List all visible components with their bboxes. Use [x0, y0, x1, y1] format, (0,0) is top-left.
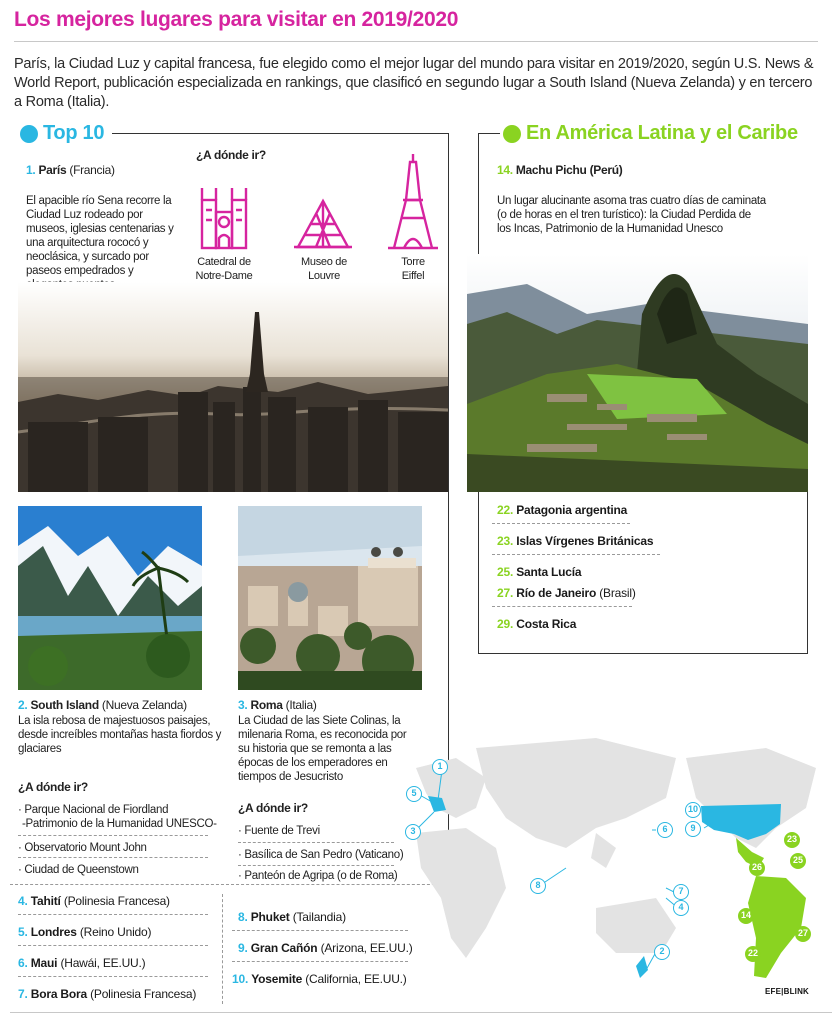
cyan-dot-icon [20, 125, 38, 143]
latam-item-name: Costa Rica [516, 617, 577, 631]
top10-item-rank: 6. [18, 956, 28, 970]
south-island-divider [18, 835, 208, 836]
list-divider [18, 914, 208, 915]
map-marker: 10 [685, 802, 701, 818]
latam-item-name: Río de Janeiro [516, 586, 597, 600]
top10-item-country: (Arizona, EE.UU.) [320, 941, 413, 955]
credit-logo: EFE|BLINK [765, 987, 810, 996]
map-marker: 2 [654, 944, 670, 960]
south-island-photo [18, 506, 202, 690]
top10-heading [20, 122, 104, 145]
map-marker: 5 [406, 786, 422, 802]
latam-divider [492, 523, 630, 524]
south-island-description: La isla rebosa de majestuosos paisajes, desde increíbles montañas hasta fiordos y glaciares [18, 715, 222, 755]
intro-paragraph: París, la Ciudad Luz y capital francesa, fue elegido como el mejor lugar del mundo para visitar en 2019/2020, según U.S. News & World Report, publicación especializada en rankings, que clasificó en segundo lugar a South Island (Nueva Zelanda) y en tercero a Roma (Italia). [14, 56, 814, 110]
latam-item-rank: 23. [497, 534, 514, 548]
map-marker: 9 [685, 821, 701, 837]
top10-item [238, 941, 413, 955]
south-island-divider [18, 857, 208, 858]
map-marker: 14 [738, 908, 754, 924]
roma-description: La Ciudad de las Siete Colinas, la milenaria Roma, es reconocida por su historia que se remonta a las épocas de los emperadores en tiempos de Jesucristo [238, 715, 407, 783]
bottom-rule [10, 1012, 832, 1013]
top10-item-name: Phuket [250, 910, 290, 924]
latam-rule [478, 133, 500, 134]
latam-bottom-rule [478, 653, 808, 654]
map-marker: 6 [657, 822, 673, 838]
top10-item [18, 956, 145, 970]
south-island-title [18, 698, 187, 712]
machu-title [497, 163, 622, 177]
list-divider [18, 945, 208, 946]
paris-rank: 1. [26, 163, 36, 177]
title-divider [14, 41, 818, 42]
map-marker: 23 [784, 832, 800, 848]
top10-item-rank: 9. [238, 941, 248, 955]
eiffel-tower-icon [384, 152, 442, 252]
machu-rank: 14. [497, 163, 513, 177]
map-marker: 27 [795, 926, 811, 942]
top10-item-name: Londres [30, 925, 77, 939]
south-island-name: South Island [30, 698, 99, 712]
top10-item [18, 987, 196, 1001]
top10-item [232, 972, 407, 986]
top10-item-country: (Polinesia Francesa) [90, 987, 197, 1001]
roma-name: Roma [250, 698, 283, 712]
latam-divider [492, 554, 660, 555]
roma-place: · Panteón de Agripa (o de Roma) [238, 870, 398, 882]
paris-photo [18, 282, 448, 492]
south-island-place: · Observatorio Mount John [18, 842, 147, 854]
list-column-divider [222, 894, 223, 1004]
latam-item [497, 534, 653, 548]
latam-item-rank: 29. [497, 617, 514, 631]
latam-item [497, 586, 636, 600]
roma-photo [238, 506, 422, 690]
top10-item-country: (California, EE.UU.) [305, 972, 407, 986]
top10-item-name: Maui [30, 956, 58, 970]
roma-country: (Italia) [285, 698, 317, 712]
latam-item-name: Islas Vírgenes Británicas [516, 534, 654, 548]
south-island-place: · Parque Nacional de Fiordland [18, 804, 169, 816]
map-marker: 1 [432, 759, 448, 775]
top10-item-rank: 7. [18, 987, 28, 1001]
south-island-place: -Patrimonio de la Humanidad UNESCO- [22, 818, 217, 830]
machu-name: Machu Pichu (Perú) [515, 163, 623, 177]
latam-item-rank: 25. [497, 565, 514, 579]
list-divider [232, 961, 408, 962]
green-dot-icon [503, 125, 521, 143]
top10-rule [112, 133, 449, 134]
top10-item-name: Tahití [30, 894, 61, 908]
latam-item [497, 565, 581, 579]
latam-divider [492, 606, 632, 607]
paris-title [26, 163, 115, 177]
latam-heading [503, 122, 798, 145]
paris-country: (Francia) [69, 163, 115, 177]
roma-rank: 3. [238, 698, 248, 712]
notre-dame-label: Catedral de Notre-Dame [195, 256, 253, 282]
top10-item-country: (Hawái, EE.UU.) [60, 956, 146, 970]
machu-picchu-photo [467, 254, 808, 492]
top10-item [18, 925, 151, 939]
section-divider [10, 884, 450, 885]
map-marker: 22 [745, 946, 761, 962]
top10-item-rank: 8. [238, 910, 248, 924]
top10-item-country: (Reino Unido) [79, 925, 152, 939]
eiffel-label: Torre Eiffel [401, 256, 425, 282]
top10-item [238, 910, 346, 924]
list-divider [232, 930, 408, 931]
top10-item [18, 894, 170, 908]
paris-where-heading: ¿A dónde ir? [196, 148, 266, 162]
latam-item-name: Patagonia argentina [516, 503, 628, 517]
map-marker: 3 [405, 824, 421, 840]
roma-divider [238, 865, 394, 866]
paris-description: El apacible río Sena recorre la Ciudad Luz rodeado por museos, iglesias centenarias y una arquitectura rococó y neoclásica, y surcado por paseos empedrados y [26, 195, 174, 277]
top10-heading-label: Top 10 [43, 122, 105, 144]
top10-item-rank: 5. [18, 925, 28, 939]
roma-divider [238, 842, 394, 843]
latam-item [497, 617, 576, 631]
latam-item-country: (Brasil) [599, 586, 636, 600]
list-divider [18, 976, 208, 977]
map-marker: 8 [530, 878, 546, 894]
map-marker: 7 [673, 884, 689, 900]
louvre-label: Museo de Louvre [301, 256, 347, 282]
top10-item-rank: 10. [232, 972, 249, 986]
latam-item-rank: 22. [497, 503, 514, 517]
latam-item-name: Santa Lucía [516, 565, 582, 579]
top10-item-name: Bora Bora [30, 987, 87, 1001]
roma-where-heading: ¿A dónde ir? [238, 801, 308, 815]
top10-item-rank: 4. [18, 894, 28, 908]
latam-item [497, 503, 627, 517]
south-island-rank: 2. [18, 698, 28, 712]
latam-right-rule [807, 490, 808, 654]
notre-dame-icon [198, 182, 250, 252]
paris-name: París [38, 163, 67, 177]
latam-item-rank: 27. [497, 586, 514, 600]
page-title: Los mejores lugares para visitar en 2019/2020 [14, 8, 459, 31]
latam-heading-label: En América Latina y el Caribe [526, 122, 798, 144]
map-marker: 26 [749, 860, 765, 876]
map-marker: 25 [790, 853, 806, 869]
south-island-place: · Ciudad de Queenstown [18, 864, 139, 876]
top10-item-name: Yosemite [251, 972, 303, 986]
louvre-icon [292, 197, 354, 251]
roma-title [238, 698, 317, 712]
south-island-country: (Nueva Zelanda) [101, 698, 187, 712]
top10-item-country: (Polinesia Francesa) [63, 894, 170, 908]
machu-description: Un lugar alucinante asoma tras cuatro días de caminata (o de horas en el tren turístico): la Ciudad Perdida de los Incas, Patrimonio de la Humanidad Unesco [497, 195, 766, 235]
south-island-where-heading: ¿A dónde ir? [18, 780, 88, 794]
top10-item-country: (Tailandia) [292, 910, 346, 924]
top10-item-name: Gran Cañón [250, 941, 318, 955]
roma-place: · Basílica de San Pedro (Vaticano) [238, 849, 404, 861]
map-marker: 4 [673, 900, 689, 916]
roma-place: · Fuente de Trevi [238, 825, 320, 837]
